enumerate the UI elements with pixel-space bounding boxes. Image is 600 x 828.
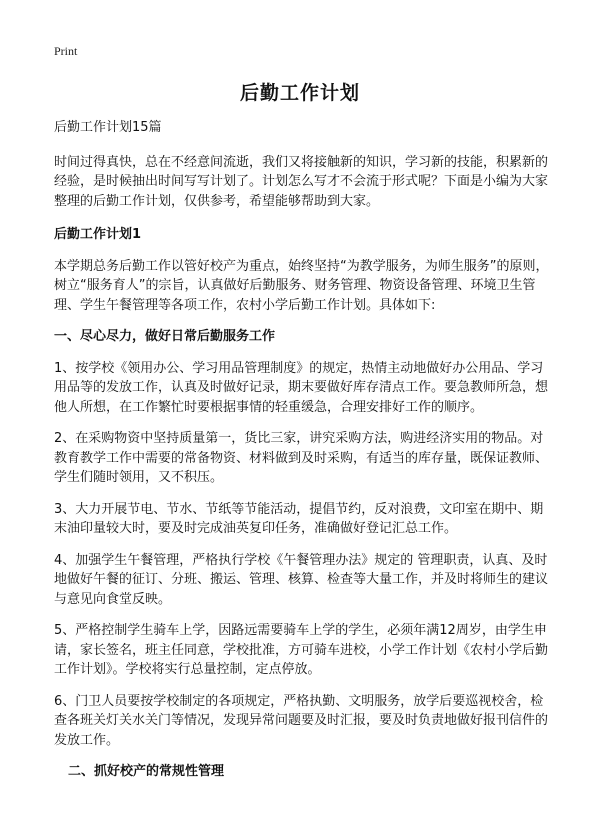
list-item: 6、门卫人员要按学校制定的各项规定，严格执勤、文明服务，放学后要巡视校舍，检查各班关灯关水关门等情况，发现异常问题要及时汇报，要及时负责地做好报刊信件的发放工作。 <box>54 693 549 748</box>
section-heading: 后勤工作计划1 <box>54 227 142 242</box>
document-subtitle: 后勤工作计划15篇 <box>54 120 162 135</box>
list-item: 2、在采购物资中坚持质量第一，货比三家，讲究采购方法，购进经济实用的物品。对教育教学工作中需要的常备物资、材料做到及时采购，有适当的库存量，既保证教师、学生们随时领用，又不积压。 <box>54 431 549 485</box>
document-title: 后勤工作计划 <box>239 82 360 104</box>
heading-one: 一、尽心尽力，做好日常后勤服务工作 <box>54 329 276 344</box>
heading-two: 二、抓好校产的常规性管理 <box>68 764 225 779</box>
list-item: 4、加强学生午餐管理，严格执行学校《午餐管理办法》规定的 管理职责，认真、及时地做好午餐的征订、分班、搬运、管理、核算、检查等大量工作，并及时将师生的建议与意见向食堂反映。 <box>54 552 549 607</box>
print-label: Print <box>54 44 78 58</box>
list-item: 5、严格控制学生骑车上学，因路远需要骑车上学的学生，必须年满12周岁，由学生申请，家长签名，班主任同意，学校批准，方可骑车进校，小学工作计划《农村小学后勤工作计划》。学校将实行总量控制，定点停放。 <box>54 623 549 677</box>
section-intro-paragraph: 本学期总务后勤工作以管好校产为重点，始终坚持“为教学服务，为师生服务”的原则，树立“服务育人”的宗旨，认真做好后勤服务、财务管理、物资设备管理、环境卫生管理、学生午餐管理等各项工作，农村小学后勤工作计划。具体如下: <box>54 258 549 313</box>
intro-paragraph: 时间过得真快，总在不经意间流逝，我们又将接触新的知识，学习新的技能，积累新的经验，是时候抽出时间写写计划了。计划怎么写才不会流于形式呢？下面是小编为大家整理的后勤工作计划，仅供参考，希望能够帮助到大家。 <box>54 154 549 209</box>
list-item: 3、大力开展节电、节水、节纸等节能活动，提倡节约，反对浪费，文印室在期中、期末油印量较大时，要及时完成油英复印任务，准确做好登记汇总工作。 <box>54 501 544 536</box>
document-body <box>54 118 554 794</box>
list-item: 1、按学校《领用办公、学习用品管理制度》的规定，热情主动地做好办公用品、学习用品等的发放工作，认真及时做好记录，期末要做好库存清点工作。要急教师所急，想他人所想，在工作繁忙时要根据事情的轻重缓急，合理安排好工作的顺序。 <box>54 360 549 415</box>
